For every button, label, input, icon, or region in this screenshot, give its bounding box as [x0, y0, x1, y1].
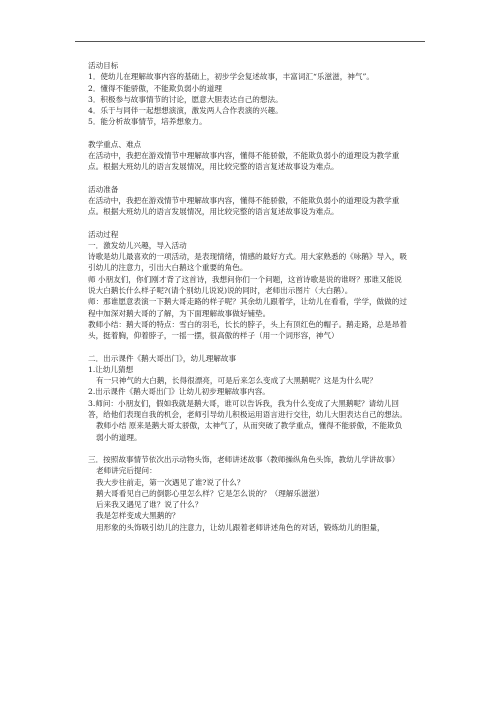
step2-item: 3.师问：小朋友们，假如我就是鹅大哥，谁可以告诉我，我为什么变成了大黑鹅呢？请幼儿回答，给他们表现自我的机会，老师引导幼儿积极运用语言进行交往，幼儿大胆表达自己的想法。 [88, 398, 407, 420]
process-heading: 活动过程 [88, 229, 119, 239]
step1-paragraph: 诗歌是幼儿最喜欢的一项活动，是表现情绪，情感的最好方式。用大家熟悉的《咏鹅》导入，吸引幼儿的注意力，引出大白鹅这个重要的角色。 [88, 252, 407, 273]
step2-item: 2.出示课件《鹅大哥出门》让幼儿初步理解故事内容。 [88, 387, 270, 397]
key-points-heading: 教学重点、难点 [88, 139, 142, 149]
goal-item: 5．能分析故事情节，培养想象力。 [88, 117, 207, 127]
step3-question: 我大步往前走，第一次遇见了谁?说了什么？ [96, 477, 245, 487]
step1-paragraph: 师：那谁愿意表演一下鹅大哥走路的样子呢？其余幼儿跟着学，让幼儿在看看，学学，做做的过程中加深对鹅大哥的了解，为下面理解故事做好铺垫。 [88, 297, 407, 318]
header-rule [75, 41, 425, 42]
key-points-text: 在活动中，我把在游戏情节中理解故事内容，懂得不能骄傲，不能欺负弱小的道理设为教学重点。根据大班幼儿的语言发展情况，用比较完整的语言复述故事设为难点。 [88, 151, 400, 172]
goals-heading: 活动目标 [88, 61, 119, 70]
step2-item: 有一只神气的大白鹅，长得很漂亮，可是后来怎么变成了大黑鹅呢？这是为什么呢？ [96, 376, 377, 386]
preparation-heading: 活动准备 [88, 184, 119, 194]
step3-question: 后来我又遇见了谁？说了什么？ [96, 500, 203, 510]
goal-item: 3．积极参与故事情节的讨论，愿意大胆表达自己的想法。 [88, 94, 283, 104]
step3-question: 鹅大哥看见自己的倒影心里怎么样？它是怎么说的？（理解乐滋滋） [96, 488, 324, 498]
step3-lead: 老师讲完后提问： [96, 466, 157, 476]
goal-item: 4．乐于与同伴一起想想演演，激发两人合作表演的兴趣。 [88, 106, 283, 116]
step2-item: 教师小结 原来是鹅大哥太骄傲，太神气了，从而突破了教学重点，懂得不能骄傲，不能欺负弱小的道理。 [96, 421, 403, 442]
step3-heading: 三．按照故事情节依次出示动物头饰，老师讲述故事（教师操纵角色头饰，教幼儿学讲故事） [88, 454, 400, 464]
document-body [88, 60, 408, 533]
step2-item: 1.让幼儿猜想 [88, 364, 134, 374]
goal-item: 1．使幼儿在理解故事内容的基础上，初步学会复述故事，丰富词汇“乐滋滋，神气”。 [88, 72, 374, 82]
step3-question: 用形象的头饰吸引幼儿的注意力，让幼儿跟着老师讲述角色的对话，锻炼幼儿的胆量， [96, 522, 385, 532]
step1-paragraph: 师 小朋友们，你们刚才背了这首诗，我想问你们一个问题，这首诗歌是说的谁呀？那谁又能说说大白鹅长什么样子呢?(请个别幼儿说说)说的同时，老师出示图片（大白鹅）。 [88, 274, 402, 296]
goal-item: 2．懂得不能骄傲，不能欺负弱小的道理 [88, 83, 222, 93]
step2-heading: 二．出示课件《鹅大哥出门》，幼儿理解故事 [88, 353, 237, 363]
preparation-text: 在活动中，我把在游戏情节中理解故事内容，懂得不能骄傲，不能欺负弱小的道理设为教学重点。根据大班幼儿的语言发展情况，用比较完整的语言复述故事设为难点。 [88, 195, 400, 217]
step3-question: 我是怎样变成大黑鹅的？ [96, 511, 180, 521]
step1-paragraph: 教师小结：鹅大哥的特点：雪白的羽毛，长长的脖子，头上有顶红色的帽子。鹅走路，总是昂着头，挺着胸，仰着脖子，一摇一摆，很高傲的样子（用一个词形容，神气） [88, 319, 407, 341]
step1-heading: 一．激发幼儿兴趣，导入活动 [88, 240, 187, 250]
